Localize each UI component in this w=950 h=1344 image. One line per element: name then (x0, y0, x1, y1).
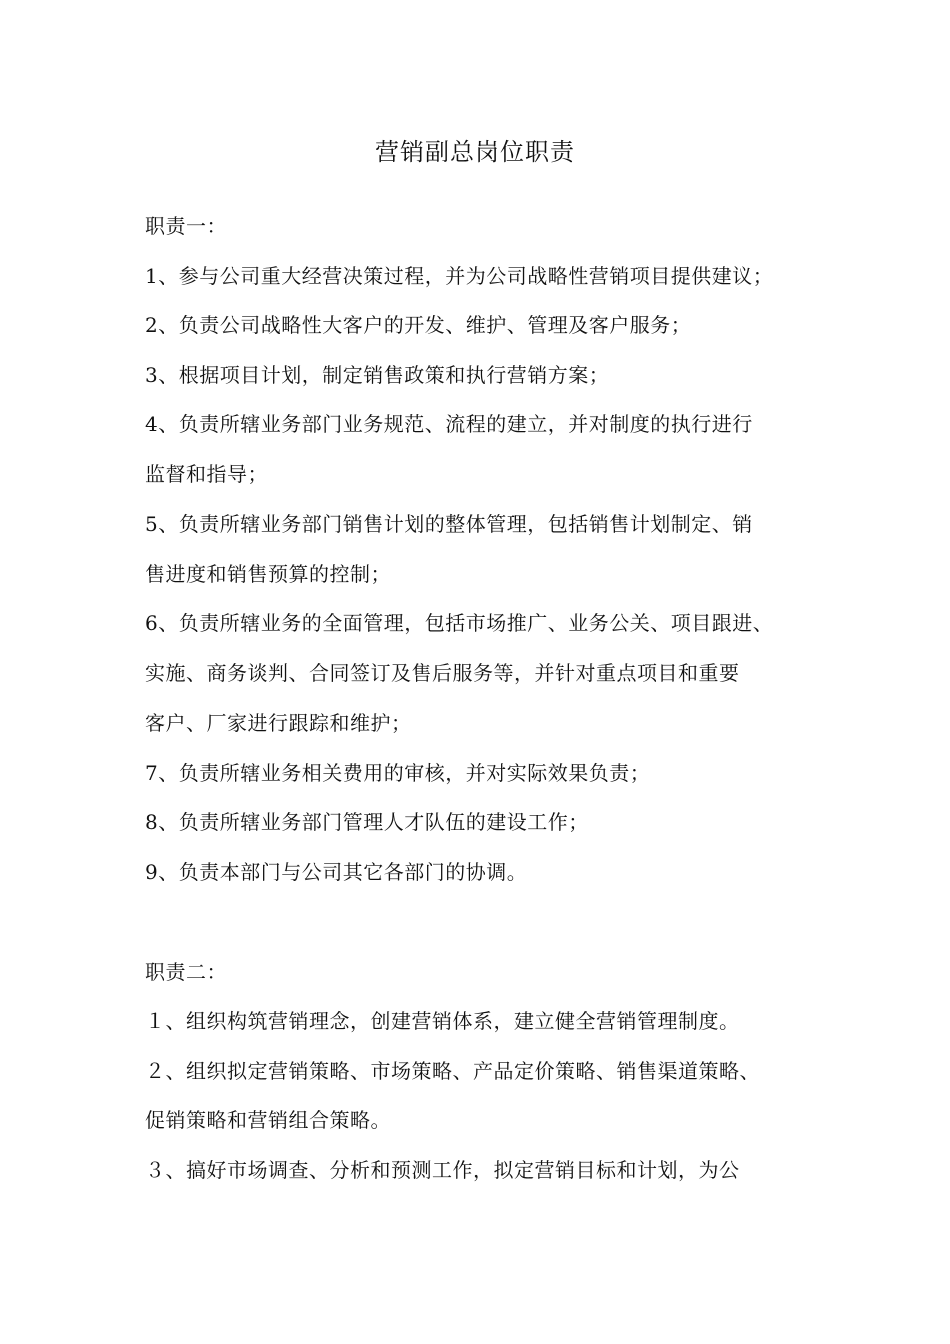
duty-line: 1、参与公司重大经营决策过程，并为公司战略性营销项目提供建议； (145, 264, 774, 288)
duty-line: 促销策略和营销组合策略。 (145, 1108, 391, 1132)
duty-line: ２、组织拟定营销策略、市场策略、产品定价策略、销售渠道策略、 (145, 1059, 760, 1083)
duty-line: 2、负责公司战略性大客户的开发、维护、管理及客户服务； (145, 313, 692, 337)
duty-line: 监督和指导； (145, 462, 268, 486)
duty-line: 售进度和销售预算的控制； (145, 562, 391, 586)
duty-line: 8、负责所辖业务部门管理人才队伍的建设工作； (145, 810, 589, 834)
duty-line: 实施、商务谈判、合同签订及售后服务等，并针对重点项目和重要 (145, 661, 740, 685)
duty-line: 7、负责所辖业务相关费用的审核，并对实际效果负责； (145, 761, 651, 785)
duty-line: １、组织构筑营销理念，创建营销体系，建立健全营销管理制度。 (145, 1009, 740, 1033)
duty-line: 4、负责所辖业务部门业务规范、流程的建立，并对制度的执行进行 (145, 412, 753, 436)
duty-line: 5、负责所辖业务部门销售计划的整体管理，包括销售计划制定、销 (145, 512, 753, 536)
duty-line: 3、根据项目计划，制定销售政策和执行营销方案； (145, 363, 610, 387)
duty-line: 客户、厂家进行跟踪和维护； (145, 711, 412, 735)
duty-line: 6、负责所辖业务的全面管理，包括市场推广、业务公关、项目跟进、 (145, 611, 774, 635)
section-heading-2: 职责二： (145, 960, 227, 984)
duty-line: 9、负责本部门与公司其它各部门的协调。 (145, 860, 528, 884)
duty-line: ３、搞好市场调查、分析和预测工作，拟定营销目标和计划，为公 (145, 1158, 740, 1182)
section-heading-1: 职责一： (145, 214, 227, 238)
document-title: 营销副总岗位职责 (375, 138, 575, 166)
